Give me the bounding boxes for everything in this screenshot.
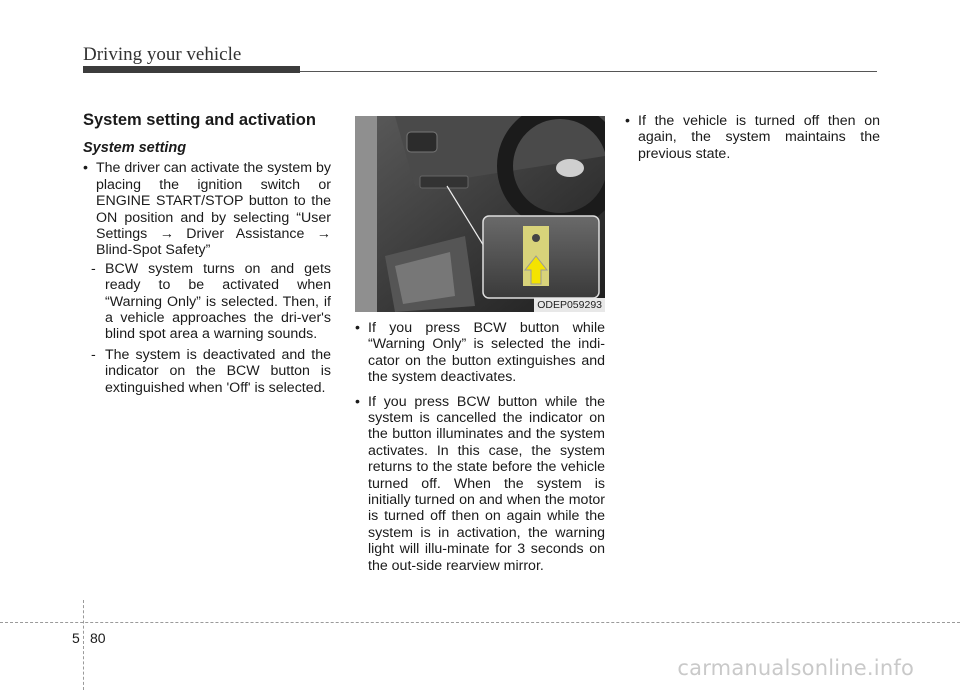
dash-warning-only: - BCW system turns on and gets ready to be activated when “Warning Only” is selected. Then, if a vehicle approaches the dri-ver's blind spot area a warning sounds. <box>91 261 331 343</box>
page-number: 80 <box>90 630 106 646</box>
header-bar <box>83 66 300 73</box>
footer-divider <box>83 600 85 690</box>
column-right <box>625 113 880 164</box>
bullet-press-while-cancelled: • If you press BCW button while the system is cancelled the indicator on the button illuminates and the system activates. In this case, the system returns to the state before the vehicle turned off. When the system is initially turned on and when the motor is turned off then on again while the system is in activation, the warning light will illu-minate for 3 seconds on the out-side rearview mirror. <box>355 394 605 574</box>
column-middle <box>355 116 605 576</box>
dash-off: - The system is deactivated and the indicator on the BCW button is extinguished when 'Off' is selected. <box>91 347 331 396</box>
page-header-title: Driving your vehicle <box>83 44 242 65</box>
chapter-number: 5 <box>72 630 80 646</box>
watermark: carmanualsonline.info <box>677 656 914 680</box>
dashboard-illustration <box>355 116 605 312</box>
section-heading: System setting and activation <box>83 111 316 129</box>
bullet-press-while-warning-only: • If you press BCW button while “Warning Only” is selected the indi-cator on the button extinguishes and the system deactivates. <box>355 320 605 386</box>
sub-heading: System setting <box>83 140 187 156</box>
bullet-maintains-state: • If the vehicle is turned off then on again, the system maintains the previous state. <box>625 113 880 162</box>
bullet-activate-system: • The driver can activate the system by placing the ignition switch or ENGINE START/STOP button to the ON position and by selecting “User Settings → Driver Assistance → Blind-Spot Safety” <box>83 160 331 258</box>
footer-rule <box>0 622 960 623</box>
dashboard-bcw-button-figure <box>355 116 605 312</box>
header-rule <box>300 71 877 72</box>
figure-label: ODEP059293 <box>534 298 605 312</box>
column-left <box>83 110 331 400</box>
